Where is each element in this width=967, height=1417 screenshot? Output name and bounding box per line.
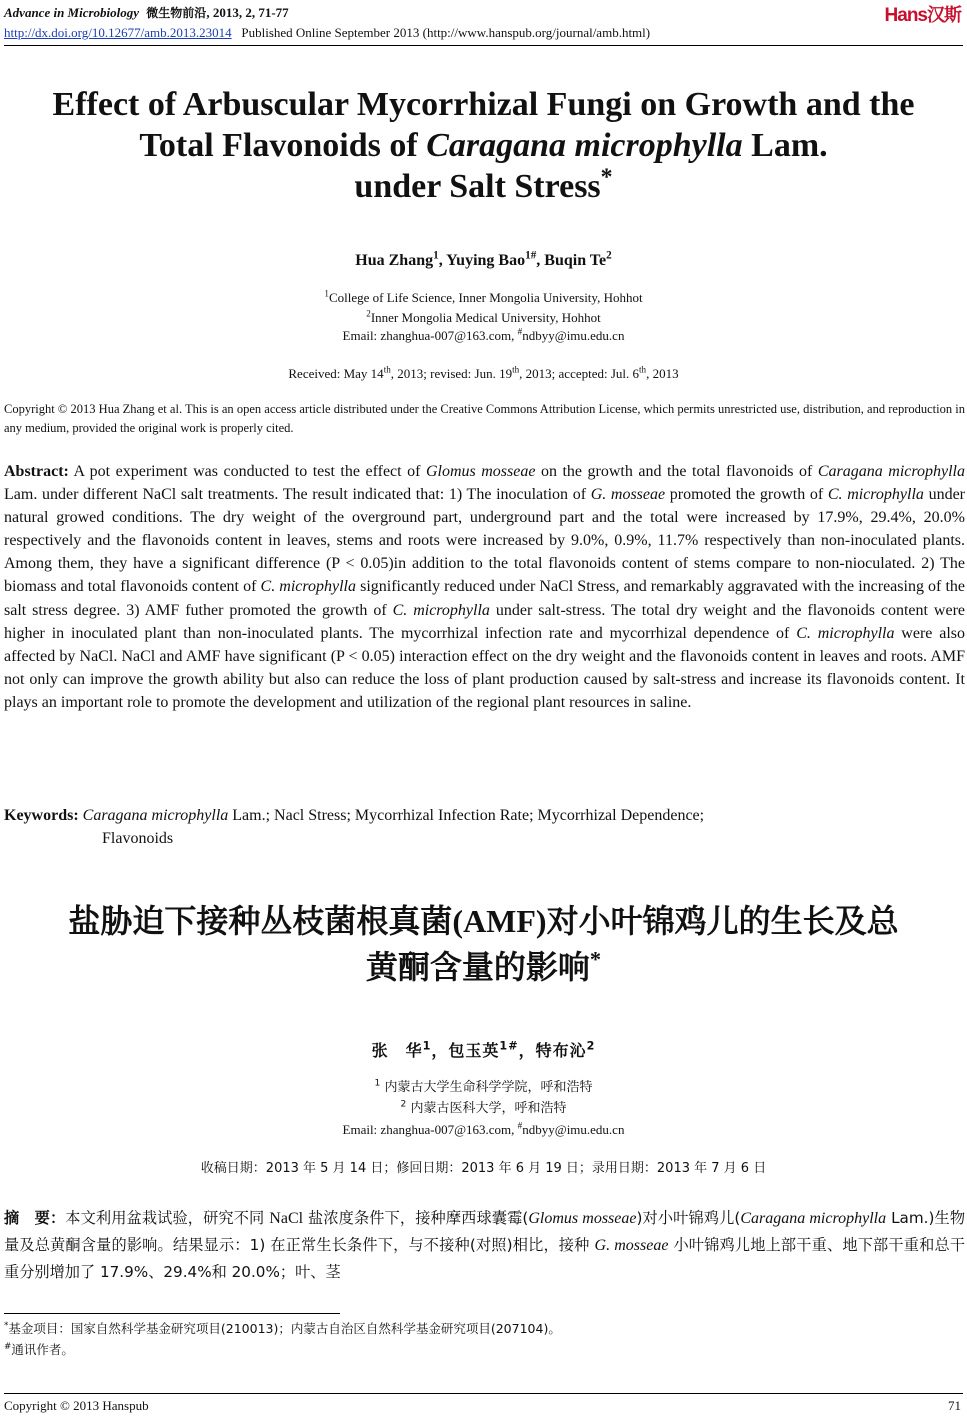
title-cn-footnote-mark: * [589, 946, 602, 972]
affiliation-cn-1: $^1$ 内蒙古大学生命科学学院，呼和浩特 [374, 1078, 593, 1095]
copyright-notice: Copyright © 2013 Hua Zhang et al. This is an open access article distributed under the Creative Commons Attribution License, which permits unrestricted use, distribution, and reproduction in any medium, provided the original work is properly cited. [4, 402, 965, 435]
doi-line [4, 25, 650, 41]
journal-header [4, 4, 289, 21]
hans-logo: Hans汉斯 [884, 5, 961, 26]
keywords-label: Keywords: [4, 807, 79, 824]
keywords-en: Keywords: Caragana microphylla Lam.; Nacl Stress; Mycorrhizal Infection Rate; Mycorrhizal Dependence; Flavonoids [4, 807, 705, 847]
abstract-cn-label: 摘 要： [4, 1209, 66, 1227]
footnote-corresponding: #通讯作者。 [4, 1341, 74, 1357]
received-dates: Received: May 14th, 2013; revised: Jun. 19th, 2013; accepted: Jul. 6th, 2013 [288, 364, 679, 381]
author-list-cn: 张 华$^1$，包玉英$^{1\#}$，特布沁$^2$ [371, 1039, 596, 1060]
abstract-label: Abstract: [4, 463, 69, 480]
page-number: 71 [948, 1398, 961, 1413]
footnotes [4, 1318, 561, 1360]
chinese-title: 盐胁迫下接种丛枝菌根真菌(AMF)对小叶锦鸡儿的生长及总 黄酮含量的影响* [68, 902, 899, 986]
received-dates-cn: 收稿日期：2013 年 5 月 14 日；修回日期：2013 年 6 月 19 日；录用日期：2013 年 7 月 6 日 [200, 1161, 767, 1176]
footnote-divider [4, 1313, 340, 1314]
title-footnote-mark: * [600, 164, 613, 191]
journal-volume: , 2013, 2, 71-77 [206, 5, 289, 20]
journal-name-cn: 微生物前沿 [146, 6, 207, 20]
email-line-cn: Email: zhanghua-007@163.com, #ndbyy@imu.edu.cn [342, 1120, 625, 1137]
abstract-en: Abstract: A pot experiment was conducted to test the effect of Glomus mosseae on the growth and the total flavonoids of Caragana microphylla Lam. under different NaCl salt treatments. The result indicated that: 1) The inoculation of G. mosseae promoted the growth of C. microphylla under natural growed conditions. The dry weight of the overground part, underground part and the total were increased by 17.9%, 29.4%, 20.0% respectively and the flavonoids content in leaves, stems and roots were increased by 9.0%, 0.9%, 11.7% respectively than non-inoculated plants. Among them, they have a significant difference (P < 0.05)in addition to the total flavonoids content of stems compare to non-nioculated. 2) The biomass and total flavonoids content of C. microphylla significantly reduced under NaCl Stress, and remarkably aggravated with the increasing of the salt stress degree. 3) AMF futher promoted the growth of C. microphylla under salt-stress. The total dry weight and the flavonoids content were higher in inoculated plant than non-inoculated plants. The mycorrhizal infection rate and mycorrhizal dependence of C. microphylla were also affected by NaCl. NaCl and AMF have significant (P < 0.05) interaction effect on the dry weight and the flavonoids content in leaves and roots. AMF not only can improve the growth ability but also can reduce the loss of plant production caused by salt-stress and increase its flavonoids content. It plays an important role to promote the development and utilization of the regional plant resources in saline. [4, 463, 966, 711]
journal-name: Advance in Microbiology [4, 5, 140, 20]
abstract-cn: 摘 要：本文利用盆栽试验，研究不同 NaCl 盐浓度条件下，接种摩西球囊霉(Glomus mosseae)对小叶锦鸡儿(Caragana microphylla Lam.)生物量及总黄酮含量的影响。结果显示：1) 在正常生长条件下，与不接种(对照)相比，接种 G. mosseae 小叶锦鸡儿地上部干重、地下部干重和总干重分别增加了 17.9%、29.4%和 20.0%；叶、茎 [4, 1209, 966, 1281]
footer-divider [4, 1393, 963, 1394]
email-line: Email: zhanghua-007@163.com, #ndbyy@imu.edu.cn [342, 326, 625, 343]
affiliation-cn-2: $^2$ 内蒙古医科大学，呼和浩特 [400, 1099, 567, 1116]
footnote-funding: *基金项目：国家自然科学基金研究项目(210013)；内蒙古自治区自然科学基金研究项目(207104)。 [4, 1320, 561, 1336]
doi-link[interactable]: http://dx.doi.org/10.12677/amb.2013.23014 [4, 25, 232, 40]
english-title: Effect of Arbuscular Mycorrhizal Fungi on Growth and the Total Flavonoids of Caragana microphylla Lam. under Salt Stress* [52, 86, 915, 205]
header-divider [4, 45, 963, 46]
published-online: Published Online September 2013 (http://www.hanspub.org/journal/amb.html) [241, 25, 651, 40]
affiliation-2: $^2$Inner Mongolia Medical University, Hohhot [366, 308, 601, 325]
footer-copyright: Copyright © 2013 Hanspub [4, 1398, 149, 1413]
author-list: Hua Zhang$^1$, Yuying Bao$^{1\#}$, Buqin Te$^2$ [355, 249, 612, 269]
affiliation-1: $^1$College of Life Science, Inner Mongolia University, Hohhot [324, 288, 643, 305]
